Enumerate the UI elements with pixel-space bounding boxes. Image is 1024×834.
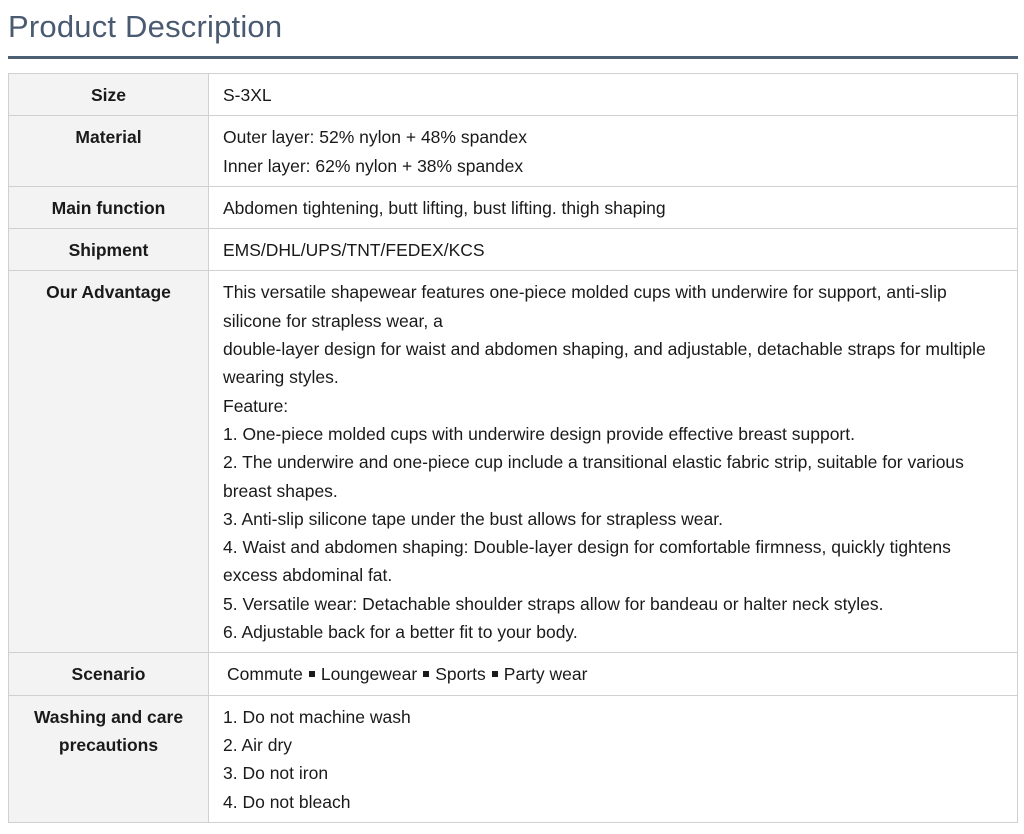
washing-line: 4. Do not bleach — [223, 791, 351, 812]
spec-label-shipment: Shipment — [9, 229, 209, 271]
washing-line: 3. Do not iron — [223, 763, 329, 784]
washing-line: 2. Air dry — [223, 734, 293, 755]
spec-row-advantage — [9, 271, 1018, 653]
spec-row-washing — [9, 695, 1018, 822]
spec-label-material: Material — [9, 116, 209, 187]
advantage-line: Feature: — [223, 395, 289, 416]
spec-label-advantage: Our Advantage — [9, 271, 209, 653]
square-bullet-icon — [309, 671, 315, 677]
spec-value-scenario — [209, 653, 1018, 695]
scenario-item: Sports — [435, 664, 486, 685]
scenario-item: Commute — [227, 664, 303, 685]
advantage-line: 2. The underwire and one-piece cup include a transitional elastic fabric strip, suitable for various breast shapes. — [223, 452, 964, 501]
advantage-line: 6. Adjustable back for a better fit to your body. — [223, 622, 578, 643]
scenario-list — [223, 660, 587, 688]
advantage-line: This versatile shapewear features one-piece molded cups with underwire for support, anti-slip silicone for strapless wear, a — [223, 282, 947, 331]
scenario-item: Party wear — [503, 664, 588, 685]
spec-row-shipment — [9, 229, 1018, 271]
square-bullet-icon — [423, 671, 429, 677]
spec-value-material — [209, 116, 1018, 187]
spec-label-main-function: Main function — [9, 186, 209, 228]
spec-label-washing: Washing and care precautions — [9, 695, 209, 822]
advantage-line: double-layer design for waist and abdomen shaping, and adjustable, detachable straps for multiple wearing styles. — [223, 339, 986, 388]
page-title: Product Description — [8, 9, 283, 44]
spec-value-shipment: EMS/DHL/UPS/TNT/FEDEX/KCS — [209, 229, 1018, 271]
material-line: Outer layer: 52% nylon + 48% spandex — [223, 127, 528, 148]
spec-table — [8, 73, 1018, 823]
spec-row-size — [9, 74, 1018, 116]
spec-value-size: S-3XL — [209, 74, 1018, 116]
washing-line: 1. Do not machine wash — [223, 706, 411, 727]
spec-row-material — [9, 116, 1018, 187]
advantage-line: 5. Versatile wear: Detachable shoulder straps allow for bandeau or halter neck styles. — [223, 593, 884, 614]
spec-label-size: Size — [9, 74, 209, 116]
scenario-item: Loungewear — [320, 664, 418, 685]
advantage-line: 3. Anti-slip silicone tape under the bust allows for strapless wear. — [223, 508, 723, 529]
spec-value-advantage — [209, 271, 1018, 653]
advantage-line: 4. Waist and abdomen shaping: Double-layer design for comfortable firmness, quickly tightens excess abdominal fat. — [223, 537, 951, 586]
spec-row-main-function — [9, 186, 1018, 228]
title-divider — [8, 56, 1018, 59]
spec-row-scenario — [9, 653, 1018, 695]
spec-value-washing — [209, 695, 1018, 822]
spec-label-scenario: Scenario — [9, 653, 209, 695]
square-bullet-icon — [492, 671, 498, 677]
spec-value-main-function: Abdomen tightening, butt lifting, bust lifting. thigh shaping — [209, 186, 1018, 228]
advantage-line: 1. One-piece molded cups with underwire design provide effective breast support. — [223, 423, 855, 444]
material-line: Inner layer: 62% nylon + 38% spandex — [223, 155, 524, 176]
